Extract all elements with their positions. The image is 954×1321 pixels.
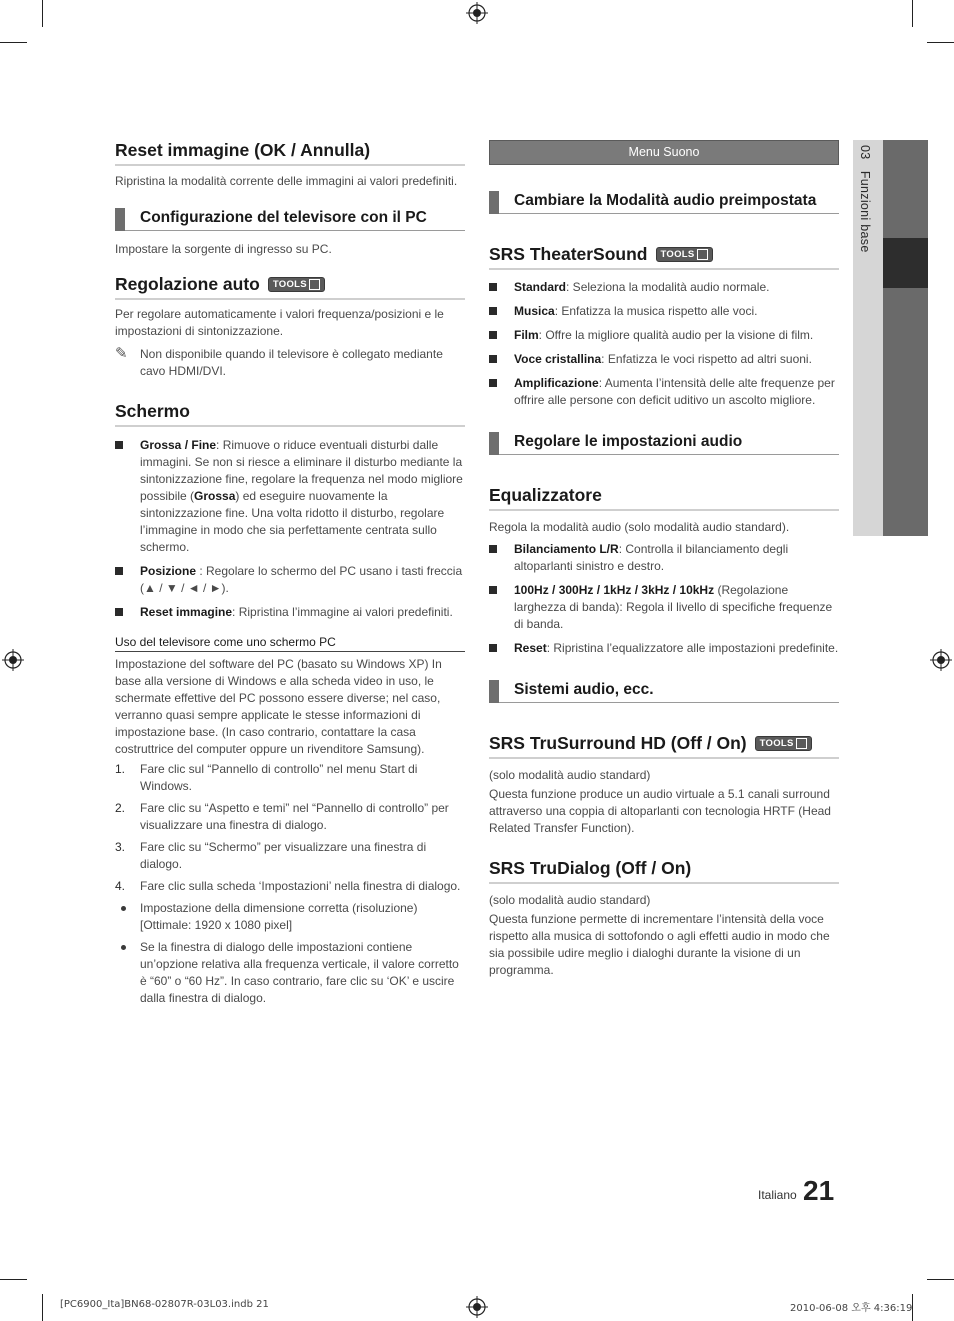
uso-title: Uso del televisore come uno schermo PC: [115, 635, 465, 652]
list-item: Grossa / Fine: Rimuove o riduce eventuali disturbi dalle immagini. Se non si riesce a eliminare il disturbo mediante la sintonizzazione fine, regolare la frequenza nel modo migliore possibile (Grossa) ed eseguire nuovamente la sintonizzazione fine. Una volta ridotto il disturbo, regolare l’immagine in modo che sia perfettamente centrata sullo schermo.: [115, 437, 465, 556]
tools-icon: [697, 249, 708, 260]
regolazione-description: Per regolare automaticamente i valori frequenza/posizioni e le impostazioni di sintonizzazione.: [115, 307, 444, 338]
section-title-trusurround: SRS TruSurround HD (Off / On) TOOLS: [489, 733, 839, 759]
bullet-square-icon: [489, 327, 514, 344]
menu-suono-bar: Menu Suono: [489, 140, 839, 165]
list-item: Posizione : Regolare lo schermo del PC usano i tasti freccia (▲ / ▼ / ◄ / ►).: [115, 563, 465, 597]
subsection-cambiare: Cambiare la Modalità audio preimpostata: [489, 190, 839, 214]
bullet-square-icon: [489, 279, 514, 296]
list-item: Se la finestra di dialogo delle impostazioni contiene un’opzione relativa alla frequenza verticale, il valore corretto è “60” o “60 Hz”. In caso contrario, fare clic su ‘OK’ e uscire dalla finestra di dialogo.: [115, 939, 465, 1007]
section-title-theatersound: SRS TheaterSound TOOLS: [489, 244, 839, 270]
subsection-regolare: Regolare le impostazioni audio: [489, 431, 839, 455]
regolazione-note: ✎ Non disponibile quando il televisore è collegato mediante cavo HDMI/DVI.: [115, 345, 443, 378]
list-item: Standard: Seleziona la modalità audio normale.: [489, 279, 839, 296]
bullet-dot-icon: [115, 939, 140, 1007]
crop-mark: [0, 1279, 27, 1280]
crop-mark: [912, 0, 913, 27]
section-title-reset: Reset immagine (OK / Annulla): [115, 140, 465, 166]
list-item: Reset: Ripristina l’equalizzatore alle impostazioni predefinite.: [489, 640, 839, 657]
subsection-config-pc: Configurazione del televisore con il PC: [115, 207, 465, 231]
uso-intro: Impostazione del software del PC (basato su Windows XP) In base alla versione di Windows e alla scheda video in uso, le schermate effettive del PC possono essere diverse; nel caso, verranno quasi sempre applicate le stesse informazioni di impostazione base. (In caso contrario, contattare la casa costruttrice del computer oppure un rivenditore Samsung).: [115, 657, 442, 756]
tools-badge: TOOLS: [656, 247, 713, 262]
tools-icon: [309, 279, 320, 290]
trusurround-description: Questa funzione produce un audio virtuale a 5.1 canali surround attraverso una coppia di altoparlanti con tecnologia HRTF (Head Related Transfer Function).: [489, 787, 831, 835]
footer-language: Italiano: [758, 1188, 797, 1202]
list-item: Amplificazione: Aumenta l’intensità delle alte frequenze per offrire alle persone con deficit uditivo un ascolto migliore.: [489, 375, 839, 409]
left-column: [115, 140, 465, 1007]
list-item: 3. Fare clic su “Schermo” per visualizzare una finestra di dialogo.: [115, 840, 427, 871]
reset-description: Ripristina la modalità corrente delle immagini ai valori predefiniti.: [115, 174, 458, 188]
bullet-square-icon: [489, 375, 514, 409]
list-item: 100Hz / 300Hz / 1kHz / 3kHz / 10kHz (Regolazione larghezza di banda): Regola il livello di specifiche frequenze di banda.: [489, 582, 839, 633]
bullet-square-icon: [115, 604, 140, 621]
list-item: Film: Offre la migliore qualità audio per la visione di film.: [489, 327, 839, 344]
list-item: 1. Fare clic sul “Pannello di controllo” nel menu Start di Windows.: [115, 762, 418, 793]
crop-mark: [42, 1294, 43, 1321]
list-item: Reset immagine: Ripristina l’immagine ai valori predefiniti.: [115, 604, 465, 621]
uso-steps: [115, 761, 465, 1007]
equalizzatore-description: Regola la modalità audio (solo modalità audio standard).: [489, 520, 790, 534]
side-tab-indicator: [883, 238, 928, 288]
tools-icon: [796, 738, 807, 749]
crop-mark: [42, 0, 43, 27]
print-slug-right: 2010-06-08 오후 4:36:19: [790, 1303, 913, 1314]
tools-badge: TOOLS: [268, 277, 325, 292]
registration-mark-icon: [930, 649, 952, 671]
bullet-square-icon: [489, 582, 514, 633]
list-item: Impostazione della dimensione corretta (risoluzione) [Ottimale: 1920 x 1080 pixel]: [115, 900, 465, 934]
equalizzatore-list: [489, 541, 839, 657]
bullet-square-icon: [489, 303, 514, 320]
side-tab-label: 03 Funzioni base: [858, 145, 872, 253]
section-title-equalizzatore: Equalizzatore: [489, 485, 839, 511]
section-title-trudialog: SRS TruDialog (Off / On): [489, 858, 839, 884]
crop-mark: [927, 42, 954, 43]
bullet-square-icon: [115, 437, 140, 556]
bullet-square-icon: [115, 563, 140, 597]
config-pc-description: Impostare la sorgente di ingresso su PC.: [115, 242, 332, 256]
trudialog-mode: (solo modalità audio standard): [489, 893, 651, 907]
registration-mark-icon: [2, 649, 24, 671]
schermo-list: [115, 437, 465, 621]
section-title-schermo: Schermo: [115, 401, 465, 427]
trudialog-description: Questa funzione permette di incrementare l’intensità della voce rispetto alla musica di sottofondo o agli effetti audio in modo che sia possibile udire meglio i dialoghi durante la visione di un programma.: [489, 912, 830, 977]
list-item: 4. Fare clic sulla scheda ‘Impostazioni’ nella finestra di dialogo.: [115, 879, 461, 893]
theatersound-list: [489, 279, 839, 409]
list-item: Voce cristallina: Enfatizza le voci rispetto ad altri suoni.: [489, 351, 839, 368]
registration-mark-icon: [466, 2, 488, 24]
trusurround-mode: (solo modalità audio standard): [489, 768, 651, 782]
crop-mark: [927, 1279, 954, 1280]
note-pencil-icon: ✎: [115, 345, 128, 362]
list-item: Bilanciamento L/R: Controlla il bilanciamento degli altoparlanti sinistro e destro.: [489, 541, 839, 575]
registration-mark-icon: [466, 1296, 488, 1318]
bullet-square-icon: [489, 351, 514, 368]
bullet-square-icon: [489, 541, 514, 575]
bullet-square-icon: [489, 640, 514, 657]
tools-badge: TOOLS: [755, 736, 812, 751]
subsection-sistemi: Sistemi audio, ecc.: [489, 679, 839, 703]
list-item: Musica: Enfatizza la musica rispetto alle voci.: [489, 303, 839, 320]
side-tab-dark: [883, 140, 928, 536]
right-column: [489, 140, 839, 979]
crop-mark: [0, 42, 27, 43]
list-item: 2. Fare clic su “Aspetto e temi” nel “Pannello di controllo” per visualizzare una finestra di dialogo.: [115, 801, 449, 832]
bullet-dot-icon: [115, 900, 140, 934]
page-number: 21: [803, 1175, 835, 1206]
print-slug-left: [PC6900_Ita]BN68-02807R-03L03.indb 21: [60, 1299, 269, 1310]
section-title-regolazione: Regolazione auto TOOLS: [115, 274, 465, 300]
